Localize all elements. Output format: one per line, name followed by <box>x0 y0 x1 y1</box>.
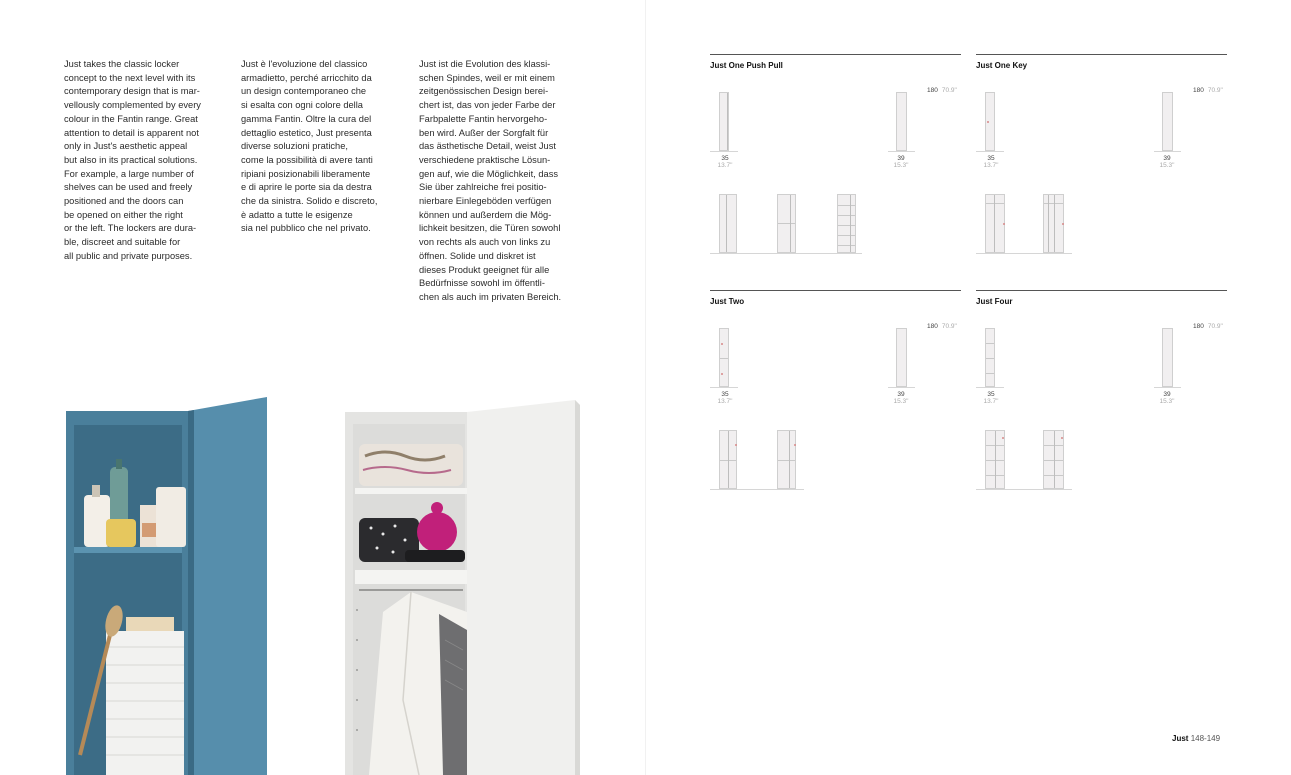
block-rule <box>710 290 961 291</box>
floor-line <box>710 253 862 254</box>
front-view-narrow <box>985 328 995 387</box>
product-block-just-four <box>976 290 1227 495</box>
product-block-just-one-key <box>976 54 1227 259</box>
side-view-deep <box>1162 328 1173 387</box>
side-view-deep <box>1162 92 1173 151</box>
config-four-doors-shelves <box>1043 430 1064 489</box>
config-four-doors <box>985 430 1005 489</box>
block-rule <box>976 290 1227 291</box>
blue-locker-photo <box>62 395 277 775</box>
width-dimension-35: 35 13.7" <box>717 391 733 405</box>
white-locker-photo <box>343 400 588 775</box>
width-dimension-39: 39 15.3" <box>1159 391 1175 405</box>
config-two-doors <box>719 430 737 489</box>
block-rule <box>976 54 1227 55</box>
product-title: Just Two <box>710 297 745 306</box>
floor-line <box>976 489 1072 490</box>
config-key-hanger <box>1043 194 1064 253</box>
german-text: Just ist die Evolution des klassi- schen Spindes, weil er mit einem zeitgenössischen Design berei- chert ist, das von jeder Farbe der Farbpalette Fantin hervorgeho- ben wird. Außer der Sorgfalt für das ästhetische Detail, weist Just verschiedene praktische Lösun- gen auf, wie die Möglichkeit, dass Sie über zahlreiche frei positio- nierbare Einlegeböden verfügen können und außerdem die Mög- lichkeit besitzen, die Türen sowohl von rechts als auch von links zu öffnen. Solide und diskret ist dieses Produkt geeignet für alle Bedürfnisse sowohl im öffentli- chen als auch im privaten Bereich. <box>419 59 562 302</box>
floor-line <box>710 151 738 152</box>
footer-page-numbers: 148-149 <box>1190 734 1221 743</box>
product-title: Just Four <box>976 297 1013 306</box>
config-single-door <box>719 194 737 253</box>
front-view-narrow <box>719 328 729 387</box>
italian-text: Just è l'evoluzione del classico armadietto, perché arricchito da un design contemporaneo che si esalta con ogni colore della gamma Fantin. Oltre la cura del dettaglio estetico, Just presenta diverse soluzioni pratiche, come la possibilità di avere tanti ripiani posizionabili liberamente e di aprire le porte sia da destra che da sinistra. Solido e discreto, è adatto a tutte le esigenze sia nel pubblico che nel privato. <box>241 59 378 234</box>
config-key-door <box>985 194 1005 253</box>
width-dimension-39: 39 15.3" <box>893 391 909 405</box>
config-multi-shelves <box>837 194 856 253</box>
spread-gutter <box>645 0 646 775</box>
front-view-narrow <box>719 92 729 151</box>
floor-line <box>1154 387 1181 388</box>
text-column-german <box>419 58 595 305</box>
height-dimension: 180 70.9" <box>927 323 957 330</box>
width-dimension-35: 35 13.7" <box>983 391 999 405</box>
height-dimension: 180 70.9" <box>1193 323 1223 330</box>
product-title: Just One Push Pull <box>710 61 783 70</box>
product-block-just-one-push-pull <box>710 54 961 259</box>
config-two-doors-shelves <box>777 430 796 489</box>
height-dimension: 180 70.9" <box>927 87 957 94</box>
text-column-english <box>64 58 236 264</box>
height-dimension: 180 70.9" <box>1193 87 1223 94</box>
floor-line <box>976 151 1004 152</box>
floor-line <box>976 253 1072 254</box>
product-block-just-two <box>710 290 961 495</box>
config-shelves <box>777 194 796 253</box>
width-dimension-35: 35 13.7" <box>717 155 733 169</box>
english-text: Just takes the classic locker concept to the next level with its contemporary design that is mar- vellously complemented by every colour in the Fantin range. Great attention to detail is apparent not only in Just's aesthetic appeal but also in its practical solutions. For example, a large number of shelves can be used and freely positioned and the doors can be opened on either the right or the left. The lockers are dura- ble, discreet and suitable for all public and private purposes. <box>64 59 201 261</box>
front-view-narrow <box>985 92 995 151</box>
side-view-deep <box>896 328 907 387</box>
floor-line <box>1154 151 1181 152</box>
block-rule <box>710 54 961 55</box>
page-footer <box>1172 734 1220 743</box>
floor-line <box>888 387 915 388</box>
floor-line <box>888 151 915 152</box>
product-title: Just One Key <box>976 61 1028 70</box>
floor-line <box>710 387 738 388</box>
width-dimension-39: 39 15.3" <box>893 155 909 169</box>
width-dimension-39: 39 15.3" <box>1159 155 1175 169</box>
floor-line <box>710 489 804 490</box>
width-dimension-35: 35 13.7" <box>983 155 999 169</box>
footer-brand: Just <box>1172 734 1189 743</box>
floor-line <box>976 387 1004 388</box>
text-column-italian <box>241 58 413 236</box>
side-view-deep <box>896 92 907 151</box>
